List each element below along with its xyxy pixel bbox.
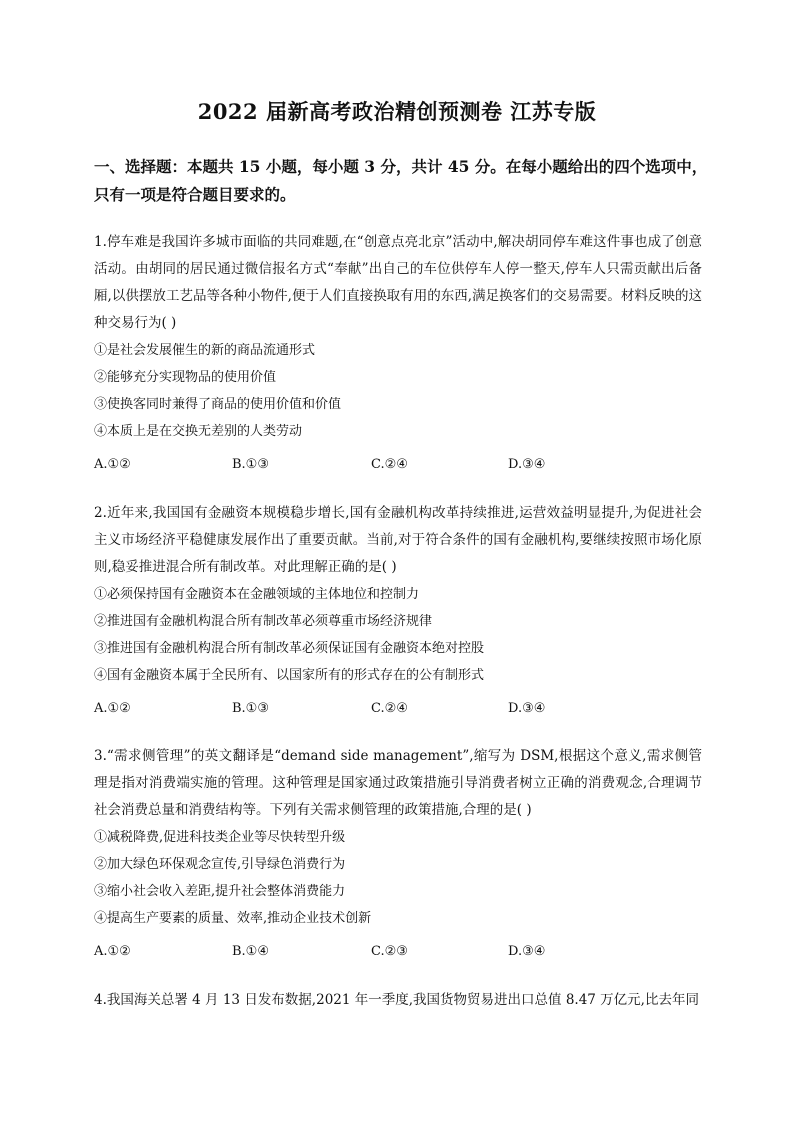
option-line: ③缩小社会收入差距,提升社会整体消费能力: [94, 884, 346, 899]
option-line: ①减税降费,促进科技类企业等尽快转型升级: [94, 830, 346, 845]
choice-b: B.①③: [232, 457, 269, 472]
option-line: ②能够充分实现物品的使用价值: [94, 370, 277, 385]
option-line: ①必须保持国有金融资本在金融领域的主体地位和控制力: [94, 587, 420, 602]
option-line: ④提高生产要素的质量、效率,推动企业技术创新: [94, 911, 372, 926]
choice-c: C.②④: [371, 701, 408, 716]
question-stem: 3.“需求侧管理”的英文翻译是“demand side management”,缩写为 DSM,根据这个意义,需求侧管理是指对消费端实施的管理。这种管理是国家通过政策措施引导消费者树立正确的消费观念,合理调节社会消费总量和消费结构等。下列有关需求侧管理的政策措施,合理的是( ): [94, 748, 702, 818]
option-line: ③推进国有金融机构混合所有制改革必须保证国有金融资本绝对控股: [94, 641, 485, 656]
question-1: [94, 229, 702, 483]
option-line: ③使换客同时兼得了商品的使用价值和价值: [94, 397, 342, 412]
question-2: [94, 500, 702, 727]
section-heading: 一、选择题：本题共 15 小题，每小题 3 分，共计 45 分。在每小题给出的四个选项中，只有一项是符合题目要求的。: [94, 157, 708, 204]
choice-a: A.①②: [94, 701, 131, 716]
choice-a: A.①②: [94, 457, 131, 472]
answer-choices: [94, 457, 702, 483]
option-line: ②加大绿色环保观念宣传,引导绿色消费行为: [94, 857, 346, 872]
choice-d: D.③④: [508, 457, 546, 472]
option-line: ④国有金融资本属于全民所有、以国家所有的形式存在的公有制形式: [94, 668, 485, 683]
choice-c: C.②④: [371, 457, 408, 472]
choice-b: B.①④: [232, 944, 269, 959]
choice-d: D.③④: [508, 701, 546, 716]
choice-b: B.①③: [232, 701, 269, 716]
question-3: [94, 743, 702, 970]
choice-a: A.①②: [94, 944, 131, 959]
choice-d: D.③④: [508, 944, 546, 959]
option-line: ②推进国有金融机构混合所有制改革必须尊重市场经济规律: [94, 614, 433, 629]
question-4: [94, 987, 702, 1014]
choice-c: C.②③: [371, 944, 408, 959]
option-line: ①是社会发展催生的新的商品流通形式: [94, 343, 316, 358]
question-stem: 2.近年来,我国国有金融资本规模稳步增长,国有金融机构改革持续推进,运营效益明显提升,为促进社会主义市场经济平稳健康发展作出了重要贡献。当前,对于符合条件的国有金融机构,要继续按照市场化原则,稳妥推进混合所有制改革。对此理解正确的是( ): [94, 505, 702, 575]
option-line: ④本质上是在交换无差别的人类劳动: [94, 424, 303, 439]
answer-choices: [94, 944, 702, 970]
question-stem: 1.停车难是我国许多城市面临的共同难题,在“创意点亮北京”活动中,解决胡同停车难这件事也成了创意活动。由胡同的居民通过微信报名方式“奉献”出自己的车位供停车人停一整天,停车人只需贡献出后备厢,以供摆放工艺品等各种小物件,便于人们直接换取有用的东西,满足换客们的交易需要。材料反映的这种交易行为( ): [94, 234, 702, 331]
page-title: 2022 届新高考政治精创预测卷 江苏专版: [197, 99, 597, 124]
question-stem: 4.我国海关总署 4 月 13 日发布数据,2021 年一季度,我国货物贸易进出口总值 8.47 万亿元,比去年同: [94, 992, 699, 1008]
answer-choices: [94, 701, 702, 727]
